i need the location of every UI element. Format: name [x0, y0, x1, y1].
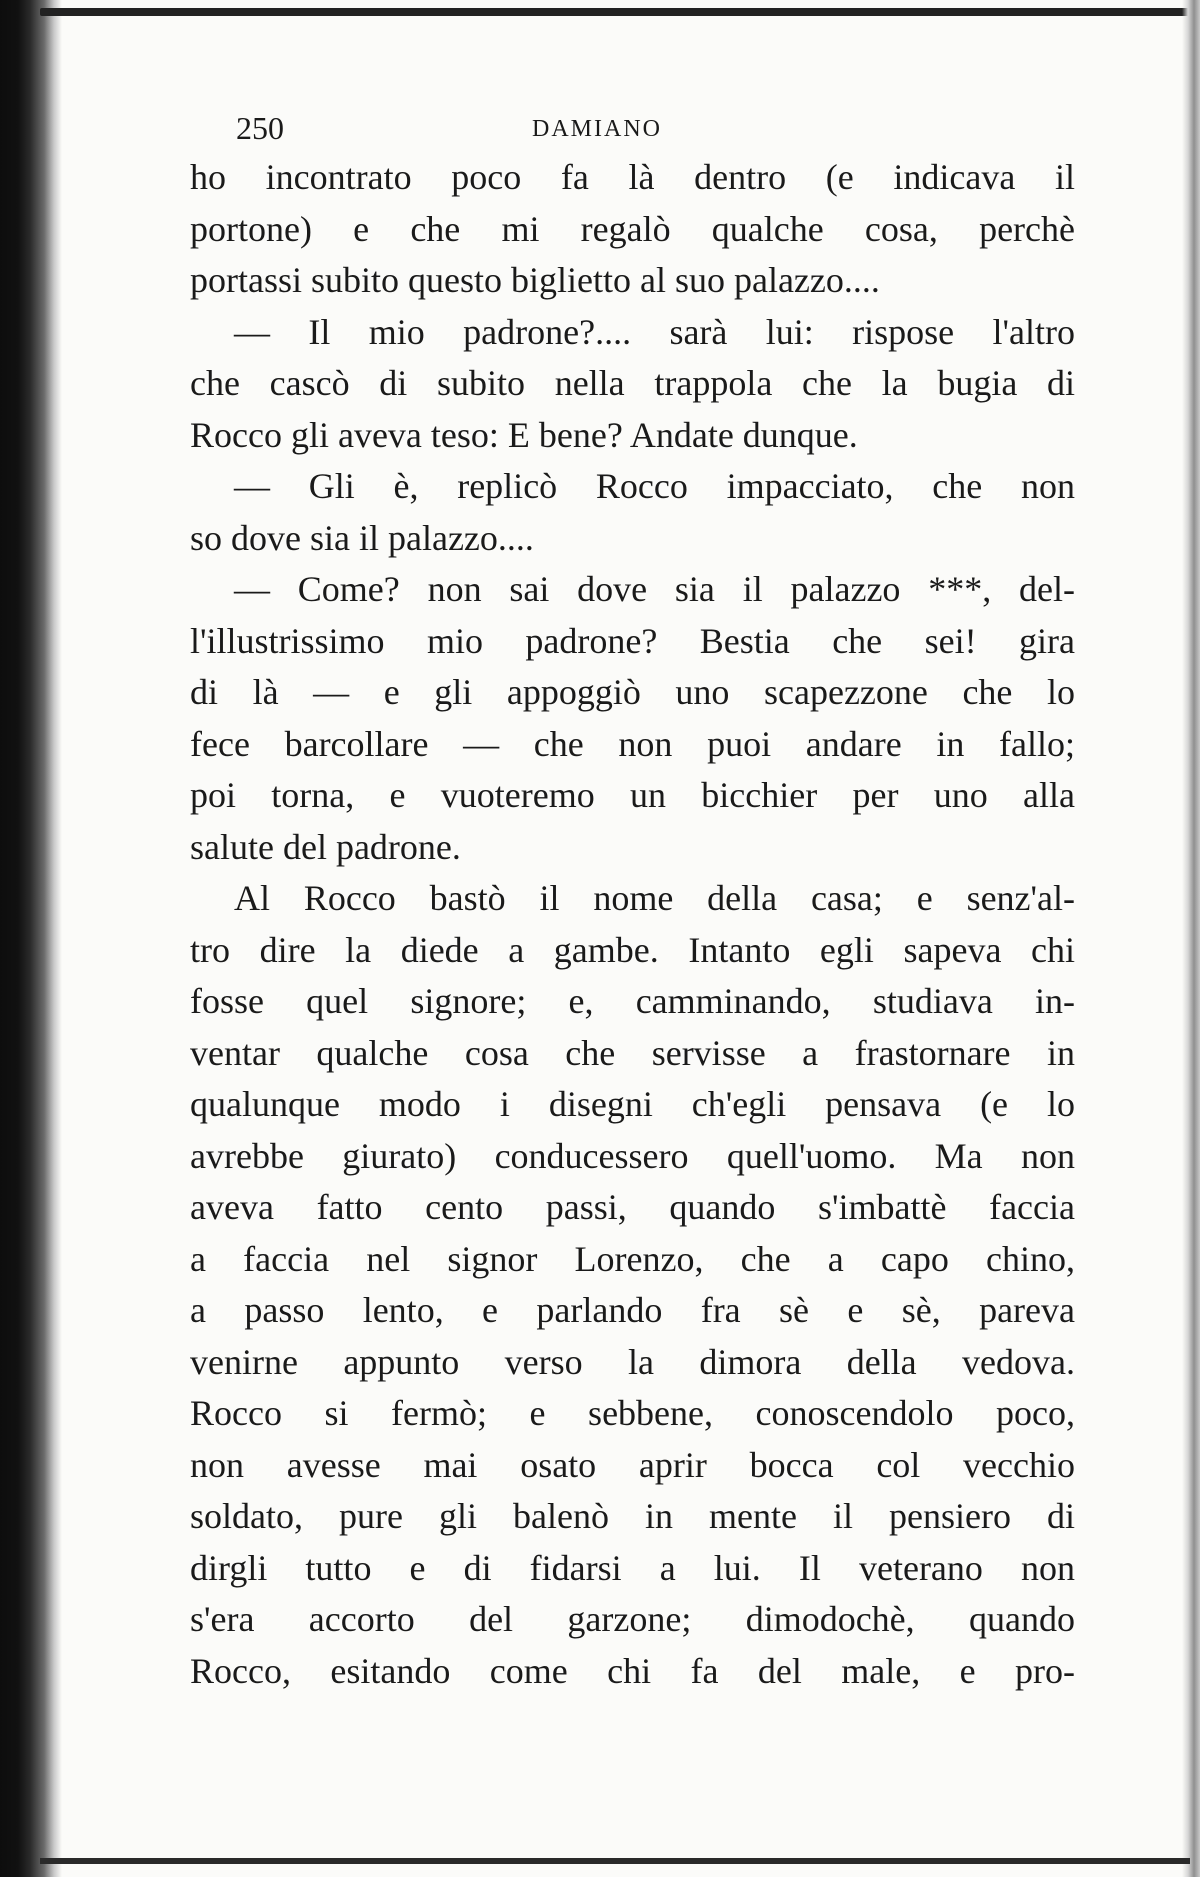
- text-line: Rocco, esitando come chi fa del male, e pro-: [190, 1650, 1075, 1691]
- text-line: non avesse mai osato aprir bocca col vecchio: [190, 1444, 1075, 1485]
- text-line: portassi subito questo biglietto al suo palazzo....: [190, 260, 880, 300]
- bottom-border-line: [40, 1858, 1190, 1864]
- text-line: — Come? non sai dove sia il palazzo ***, del-: [234, 569, 1075, 609]
- text-line: — Gli è, replicò Rocco impacciato, che non: [234, 466, 1075, 506]
- text-line: a faccia nel signor Lorenzo, che a capo chino,: [190, 1238, 1075, 1279]
- page-header: [192, 108, 1072, 148]
- text-line: fece barcollare — che non puoi andare in fallo;: [190, 723, 1075, 764]
- text-line: so dove sia il palazzo....: [190, 517, 534, 558]
- text-line: dirgli tutto e di fidarsi a lui. Il veterano non: [190, 1547, 1075, 1588]
- text-line: venirne appunto verso la dimora della vedova.: [190, 1341, 1075, 1382]
- text-line: aveva fatto cento passi, quando s'imbattè faccia: [190, 1187, 1075, 1227]
- text-line: a passo lento, e parlando fra sè e sè, pareva: [190, 1290, 1075, 1330]
- text-line: s'era accorto del garzone; dimodochè, quando: [190, 1599, 1075, 1639]
- text-line: salute del padrone.: [190, 826, 461, 867]
- page-number: 250: [236, 110, 284, 146]
- text-line: di là — e gli appoggiò uno scapezzone che lo: [190, 672, 1075, 712]
- text-line: poi torna, e vuoteremo un bicchier per uno alla: [190, 775, 1075, 815]
- text-line: avrebbe giurato) conducessero quell'uomo. Ma non: [190, 1135, 1075, 1176]
- body-text: [190, 152, 1075, 1697]
- text-line: Rocco si fermò; e sebbene, conoscendolo poco,: [190, 1393, 1075, 1433]
- text-line: fosse quel signore; e, camminando, studiava in-: [190, 981, 1075, 1021]
- text-line: ventar qualche cosa che servisse a frastornare in: [190, 1032, 1075, 1073]
- running-title: DAMIANO: [532, 116, 662, 142]
- text-line: ho incontrato poco fa là dentro (e indicava il: [190, 157, 1075, 197]
- text-line: qualunque modo i disegni ch'egli pensava (e lo: [190, 1084, 1075, 1124]
- text-line: tro dire la diede a gambe. Intanto egli sapeva chi: [190, 929, 1075, 970]
- text-line: Rocco gli aveva teso: E bene? Andate dunque.: [190, 414, 858, 455]
- top-border-line: [40, 8, 1190, 16]
- right-edge-shadow: [1182, 0, 1200, 1877]
- text-line: che cascò di subito nella trappola che la bugia di: [190, 363, 1075, 403]
- text-line: Al Rocco bastò il nome della casa; e senz'al-: [234, 878, 1075, 918]
- binding-shadow: [0, 0, 62, 1877]
- text-line: l'illustrissimo mio padrone? Bestia che sei! gira: [190, 620, 1075, 661]
- text-line: — Il mio padrone?.... sarà lui: rispose l'altro: [234, 311, 1075, 352]
- text-line: portone) e che mi regalò qualche cosa, perchè: [190, 208, 1075, 249]
- text-line: soldato, pure gli balenò in mente il pensiero di: [190, 1496, 1075, 1536]
